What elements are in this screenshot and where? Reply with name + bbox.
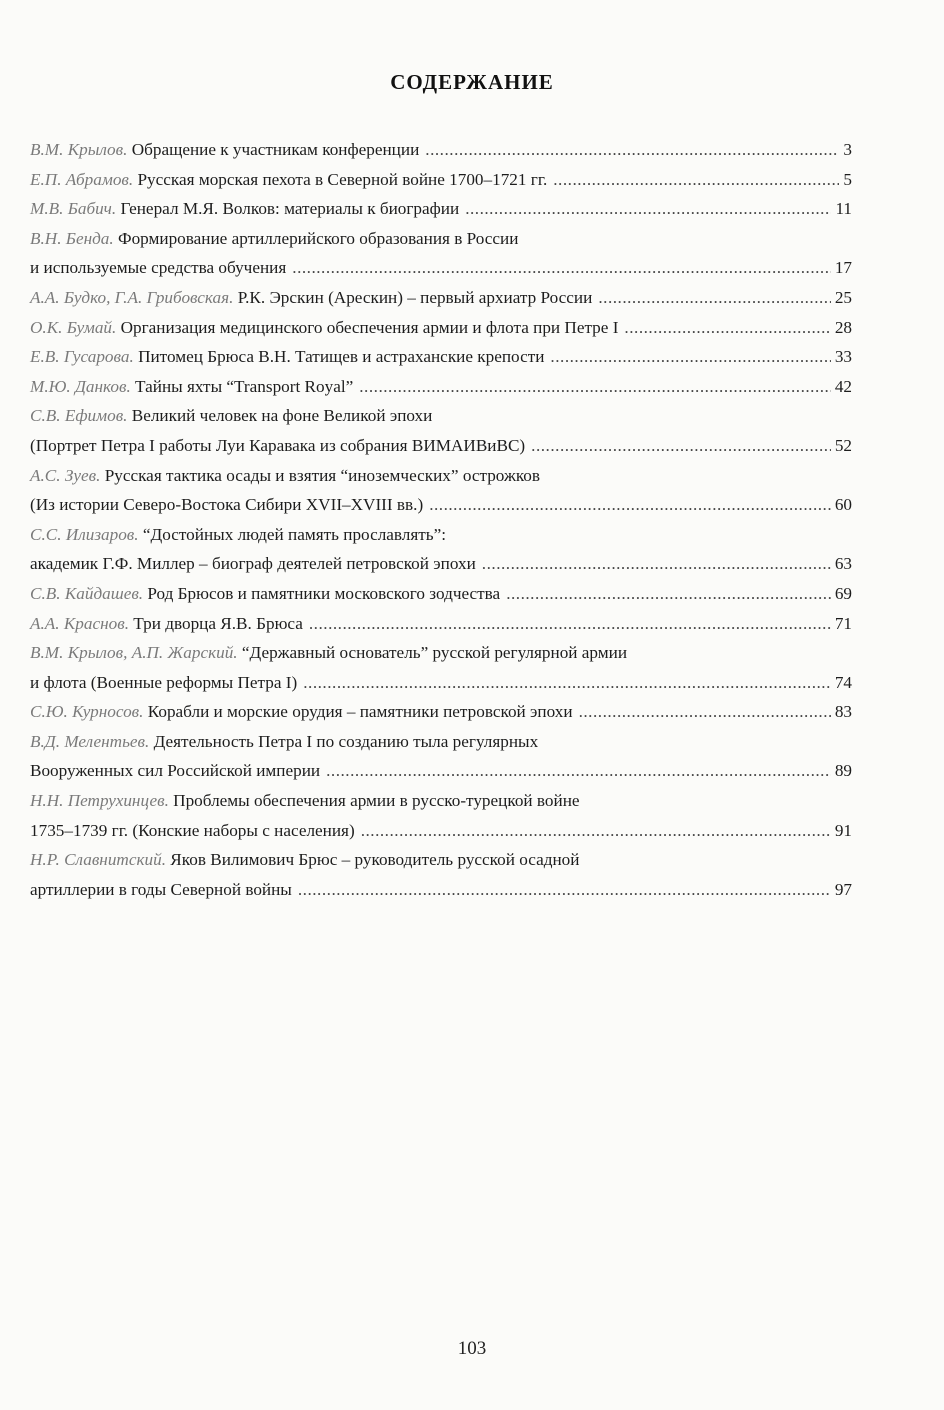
entry-page-number: 60 [834, 495, 852, 515]
dot-leader [598, 283, 830, 313]
toc-line [30, 135, 852, 165]
entry-author: В.М. Крылов. [30, 140, 128, 159]
toc-line [30, 875, 852, 905]
entry-title-continued: 1735–1739 гг. (Конские наборы с населения) [30, 820, 355, 840]
dot-leader [361, 816, 831, 846]
entry-title: Деятельность Петра I по созданию тыла регулярных [153, 731, 539, 751]
toc-entry [30, 342, 852, 372]
toc-entry [30, 313, 852, 343]
toc-entry [30, 520, 852, 579]
toc-line [30, 224, 852, 254]
entry-author: В.Д. Мелентьев. [30, 731, 150, 751]
entry-title: Обращение к участникам конференции [131, 140, 420, 159]
toc-entry [30, 165, 852, 195]
toc-entry [30, 135, 852, 165]
entry-page-number: 89 [834, 761, 852, 781]
entry-title: “Достойных людей память прославлять”: [142, 524, 447, 544]
dot-leader [309, 609, 831, 639]
entry-author: С.В. Кайдашев. [30, 583, 144, 603]
toc-entry [30, 372, 852, 402]
entry-author: Н.Н. Петрухинцев. [30, 791, 169, 811]
entry-author: А.А. Краснов. [30, 613, 129, 633]
entry-author: С.В. Ефимов. [30, 406, 128, 426]
entry-title-continued: Вооруженных сил Российской империи [30, 761, 321, 781]
toc-line [30, 372, 852, 402]
footer-page-number: 103 [457, 1338, 487, 1359]
toc-line [30, 579, 852, 609]
entry-title-continued: и используемые средства обучения [30, 258, 287, 278]
toc-line [30, 845, 852, 875]
entry-author: С.Ю. Курносов. [30, 702, 144, 722]
toc-entry [30, 786, 852, 845]
entry-title: Организация медицинского обеспечения армии и флота при Петре I [120, 317, 619, 337]
toc-entry [30, 579, 852, 609]
dot-leader [303, 668, 831, 698]
toc-entry [30, 638, 852, 697]
toc-line [30, 431, 852, 461]
entry-title-continued: артиллерии в годы Северной войны [30, 879, 292, 899]
entry-title: Формирование артиллерийского образования в России [117, 228, 519, 248]
entry-author: В.М. Крылов, А.П. Жарский. [30, 643, 238, 663]
entry-page-number: 83 [834, 702, 852, 722]
page-title: СОДЕРЖАНИЕ [390, 70, 554, 94]
entry-title: Генерал М.Я. Волков: материалы к биографии [120, 199, 460, 219]
toc-entry [30, 697, 852, 727]
entry-author: А.А. Будко, Г.А. Грибовская. [30, 287, 234, 307]
entry-page-number: 11 [835, 199, 852, 219]
entry-title: Яков Вилимович Брюс – руководитель русской осадной [170, 850, 580, 870]
dot-leader [465, 194, 831, 224]
toc-line [30, 520, 852, 550]
toc-line [30, 165, 852, 195]
entry-title-continued: академик Г.Ф. Миллер – биограф деятелей петровской эпохи [30, 554, 476, 574]
entry-author: М.В. Бабич. [30, 199, 117, 219]
entry-title: Великий человек на фоне Великой эпохи [131, 406, 433, 426]
entry-title: Питомец Брюса В.Н. Татищев и астраханские крепости [138, 347, 545, 367]
toc-line [30, 342, 852, 372]
toc-entry [30, 727, 852, 786]
dot-leader [553, 165, 839, 195]
toc-line [30, 194, 852, 224]
entry-page-number: 42 [834, 376, 852, 396]
entry-page-number: 17 [834, 258, 852, 278]
toc-line [30, 253, 852, 283]
entry-author: С.С. Илизаров. [30, 524, 139, 544]
entry-page-number: 91 [834, 820, 852, 840]
toc-line [30, 638, 852, 668]
dot-leader [624, 313, 830, 343]
toc-entry [30, 845, 852, 904]
entry-title: Корабли и морские орудия – памятники петровской эпохи [147, 702, 573, 722]
toc-line [30, 461, 852, 491]
entry-author: Е.В. Гусарова. [30, 347, 134, 367]
toc-line [30, 816, 852, 846]
entry-author: А.С. Зуев. [30, 465, 101, 485]
dot-leader [506, 579, 831, 609]
entry-author: Е.П. Абрамов. [30, 169, 134, 189]
dot-leader [550, 342, 830, 372]
toc-entry [30, 461, 852, 520]
dot-leader [579, 697, 831, 727]
entry-page-number: 97 [834, 879, 852, 899]
toc-line [30, 786, 852, 816]
entry-page-number: 71 [834, 613, 852, 633]
toc-line [30, 756, 852, 786]
entry-author: В.Н. Бенда. [30, 228, 114, 248]
entry-page-number: 69 [834, 583, 852, 603]
entry-page-number: 25 [834, 287, 852, 307]
toc-line [30, 401, 852, 431]
entry-author: М.Ю. Данков. [30, 376, 131, 396]
toc-entry [30, 401, 852, 460]
dot-leader [531, 431, 831, 461]
dot-leader [298, 875, 831, 905]
toc-entry [30, 224, 852, 283]
entry-title: Русская морская пехота в Северной войне 1700–1721 гг. [137, 169, 548, 189]
toc-line [30, 727, 852, 757]
toc-line [30, 283, 852, 313]
entry-title: Род Брюсов и памятники московского зодчества [147, 583, 501, 603]
dot-leader [429, 490, 831, 520]
entry-title: Русская тактика осады и взятия “иноземческих” острожков [104, 465, 541, 485]
entry-title-continued: (Из истории Северо-Востока Сибири XVII–XVIII вв.) [30, 495, 424, 515]
toc-entry [30, 609, 852, 639]
dot-leader [359, 372, 831, 402]
entry-page-number: 74 [834, 672, 852, 692]
toc-line [30, 668, 852, 698]
entry-page-number: 63 [834, 554, 852, 574]
toc-entry [30, 194, 852, 224]
dot-leader [292, 253, 831, 283]
dot-leader [482, 549, 831, 579]
entry-title: Три дворца Я.В. Брюса [133, 613, 303, 633]
entry-title-continued: (Портрет Петра I работы Луи Каравака из собрания ВИМАИВиВС) [30, 435, 526, 455]
toc-line [30, 490, 852, 520]
entry-page-number: 52 [834, 435, 852, 455]
entry-title: Тайны яхты “Transport Royal” [135, 376, 354, 396]
entry-page-number: 5 [843, 169, 852, 189]
entry-page-number: 33 [834, 347, 852, 367]
toc-line [30, 697, 852, 727]
toc-line [30, 609, 852, 639]
dot-leader [326, 756, 831, 786]
entry-page-number: 3 [843, 140, 852, 159]
entry-title: Р.К. Эрскин (Арескин) – первый архиатр России [237, 287, 593, 307]
entry-author: Н.Р. Славнитский. [30, 850, 166, 870]
table-of-contents [30, 135, 852, 904]
toc-line [30, 313, 852, 343]
entry-title: “Державный основатель” русской регулярной армии [241, 643, 628, 663]
dot-leader [425, 135, 839, 165]
entry-title-continued: и флота (Военные реформы Петра I) [30, 672, 298, 692]
entry-title: Проблемы обеспечения армии в русско-турецкой войне [173, 791, 580, 811]
toc-line [30, 549, 852, 579]
entry-author: О.К. Бумай. [30, 317, 117, 337]
entry-page-number: 28 [834, 317, 852, 337]
toc-entry [30, 283, 852, 313]
